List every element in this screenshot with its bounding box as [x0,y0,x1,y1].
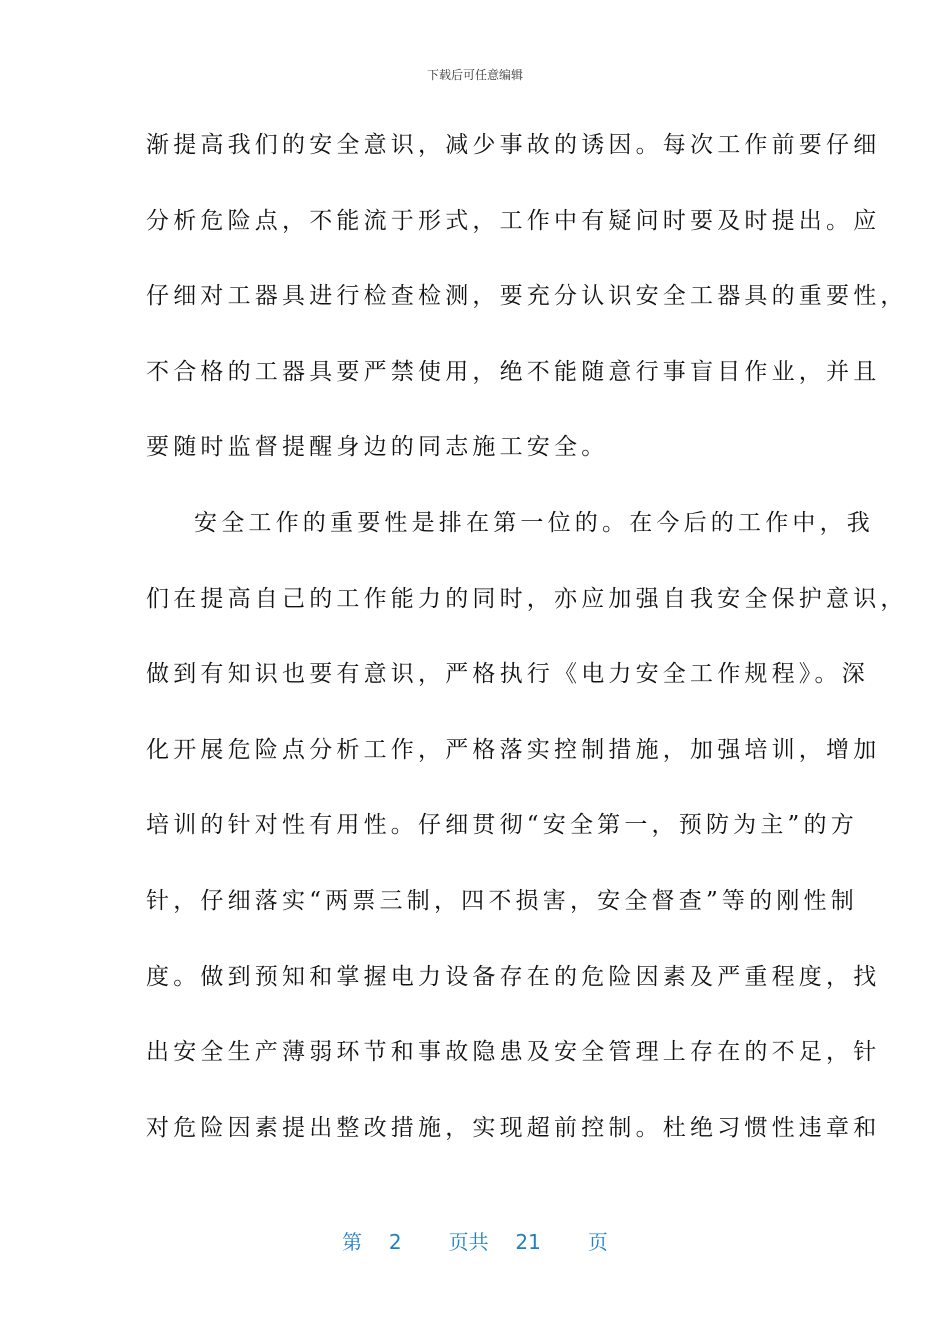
paragraph-first-line: 安全工作的重要性是排在第一位的。在今后的工作中，我 [194,509,874,536]
body-line: 化开展危险点分析工作，严格落实控制措施，加强培训，增加 [146,736,881,763]
footer-suffix: 页 [587,1230,608,1254]
total-pages-number: 21 [515,1230,541,1254]
header-note: 下载后可任意编辑 [426,68,523,82]
body-line: 渐提高我们的安全意识，减少事故的诱因。每次工作前要仔细 [146,132,881,158]
footer-prefix: 第 [342,1230,363,1254]
body-line: 培训的针对性有用性。仔细贯彻“安全第一，预防为主”的方 [146,812,858,839]
body-line: 对危险因素提出整改措施，实现超前控制。杜绝习惯性违章和 [146,1114,881,1141]
body-line: 度。做到预知和掌握电力设备存在的危险因素及严重程度，找 [146,963,881,990]
current-page-number: 2 [388,1230,402,1254]
body-line: 要随时监督提醒身边的同志施工安全。 [146,434,609,461]
page-number-footer [0,1226,950,1255]
body-line: 针，仔细落实“两票三制，四不损害，安全督查”等的刚性制 [146,887,858,914]
body-line: 分析危险点，不能流于形式，工作中有疑问时要及时提出。应 [146,207,881,234]
body-line: 出安全生产薄弱环节和事故隐患及安全管理上存在的不足，针 [146,1039,881,1066]
document-body [146,118,908,1176]
body-line: 们在提高自己的工作能力的同时，亦应加强自我安全保护意识， [146,585,908,612]
footer-middle: 页共 [448,1230,489,1254]
body-line: 仔细对工器具进行检查检测，要充分认识安全工器具的重要性， [146,283,908,310]
body-line: 做到有知识也要有意识，严格执行《电力安全工作规程》。深 [146,661,869,688]
body-line: 不合格的工器具要严禁使用，绝不能随意行事盲目作业，并且 [146,358,881,385]
